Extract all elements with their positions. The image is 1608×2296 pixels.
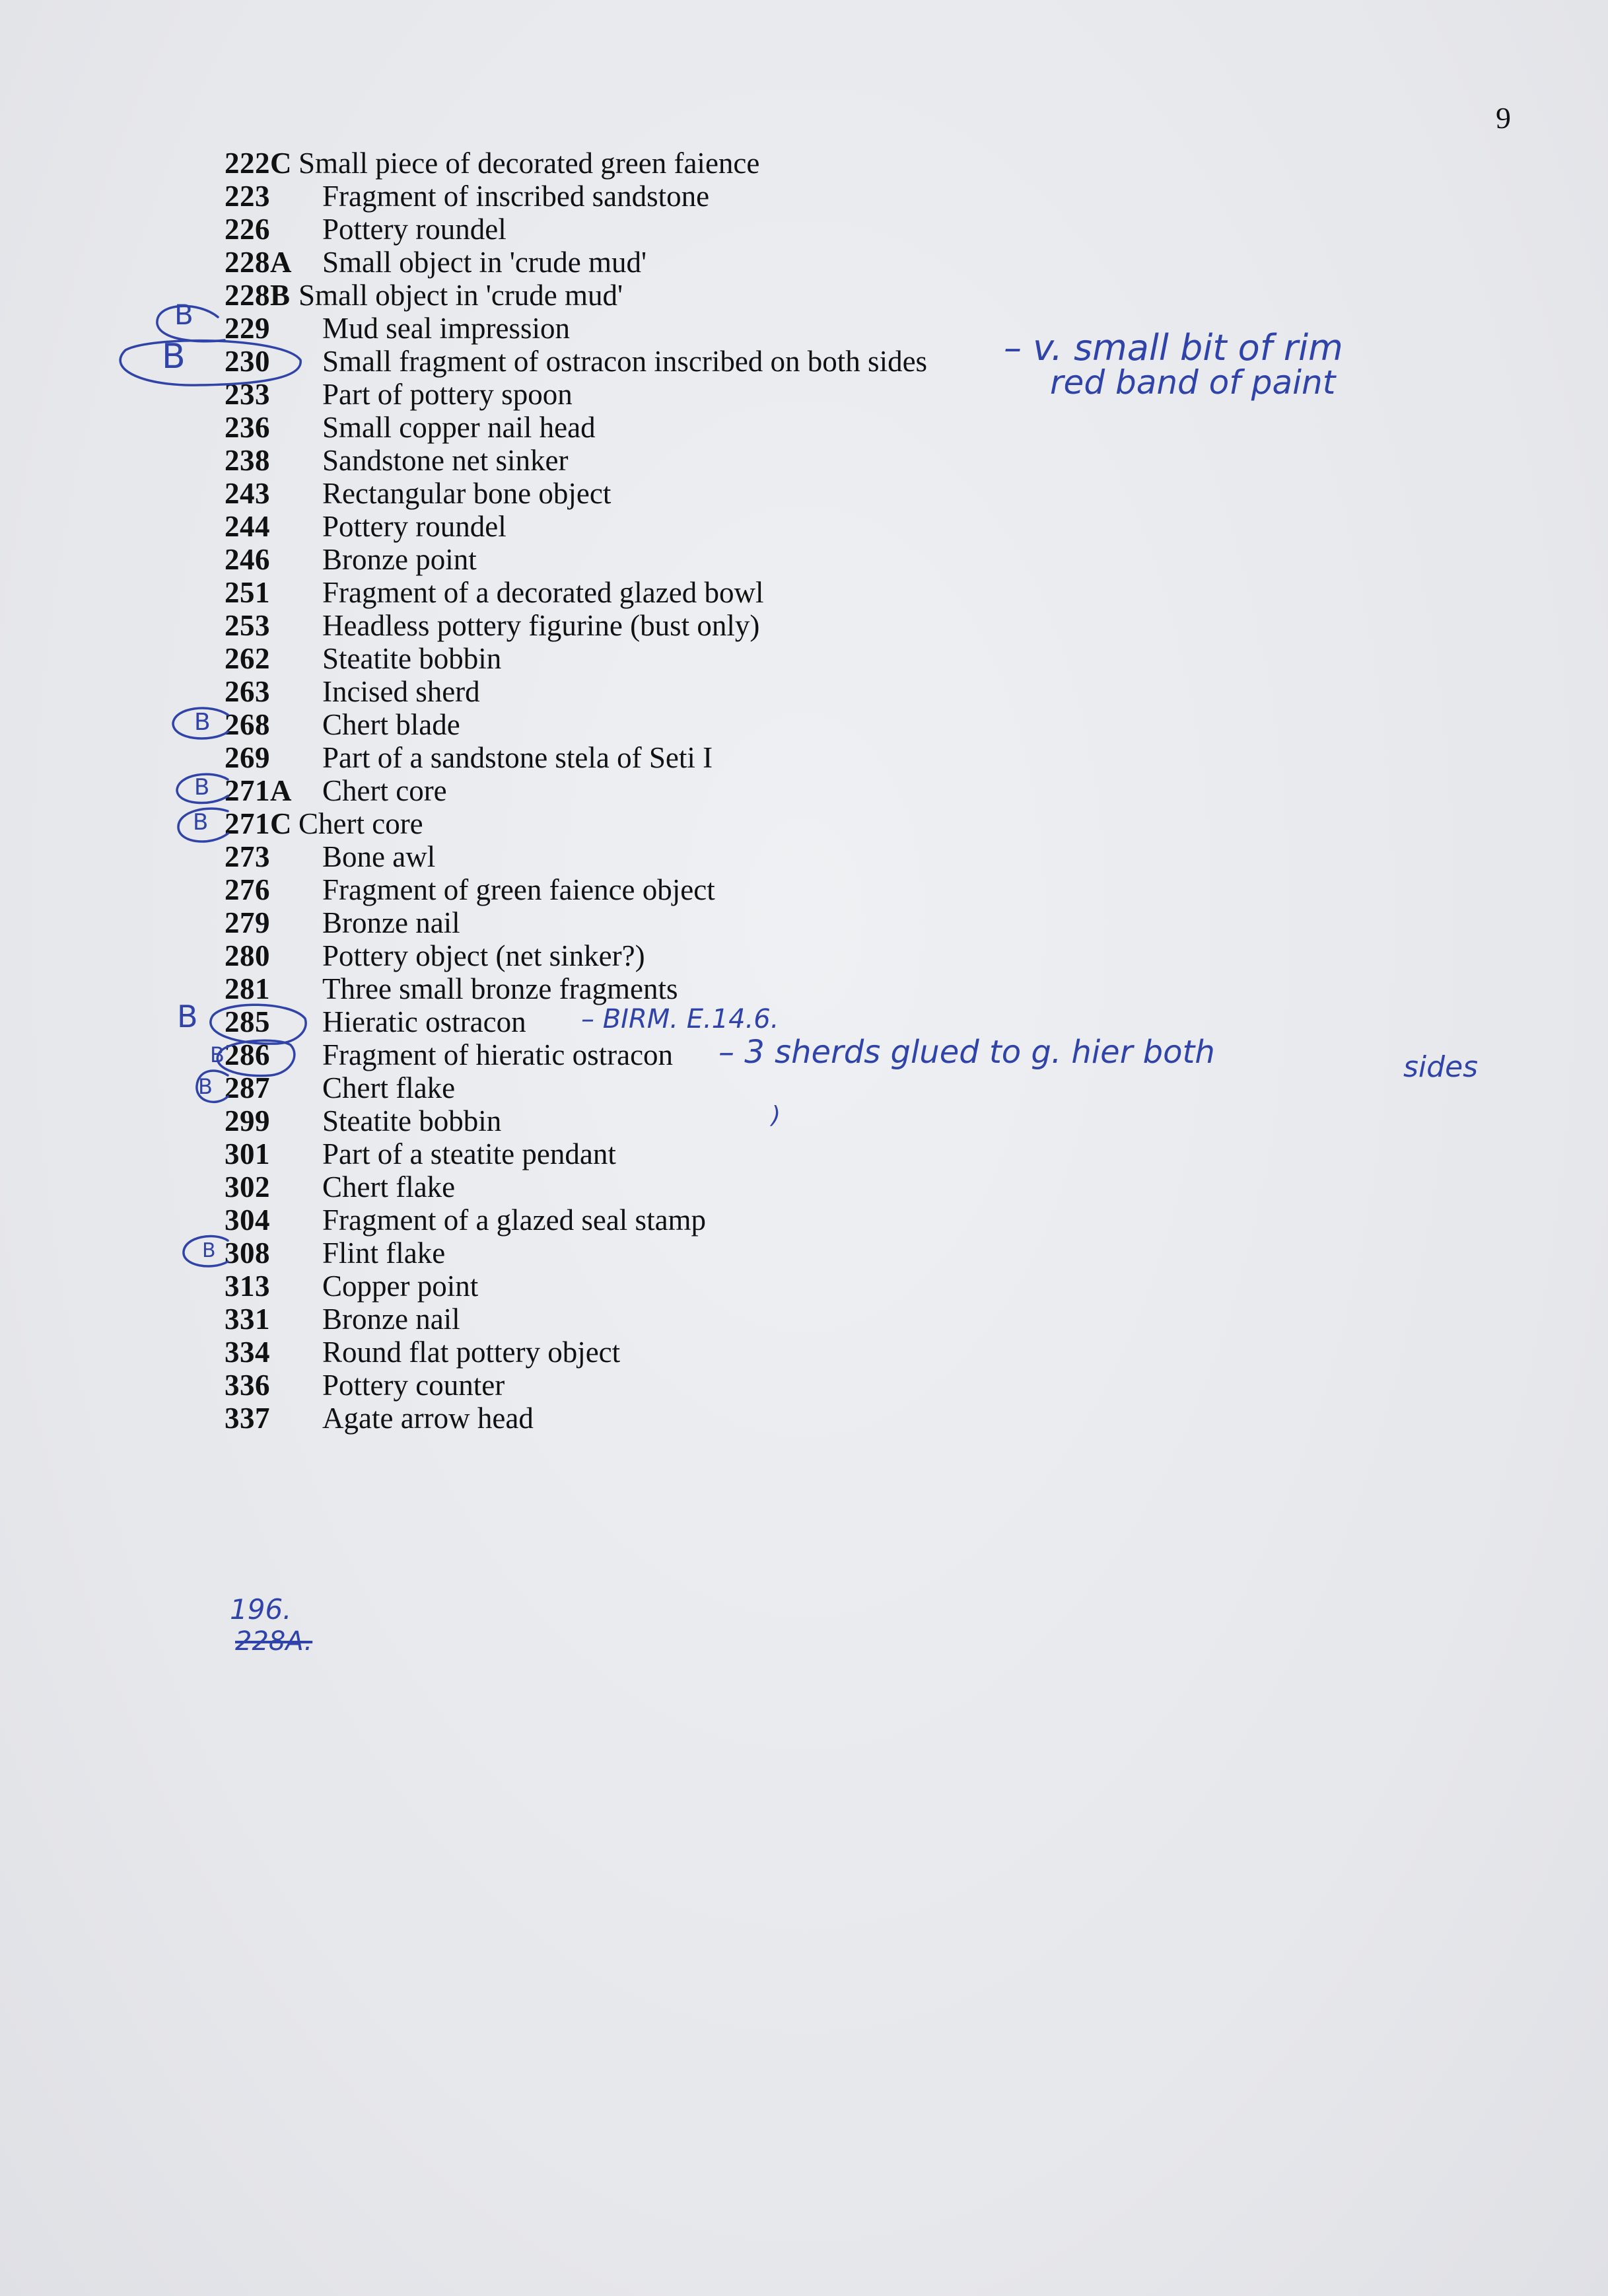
object-description: Chert core: [322, 774, 447, 807]
object-description: Small copper nail head: [322, 411, 596, 444]
object-number: 246: [225, 543, 270, 576]
object-description: Part of a steatite pendant: [322, 1137, 616, 1170]
handwritten-bottom-note-1: 196.: [230, 1593, 292, 1626]
object-description: Pottery counter: [322, 1369, 505, 1402]
object-description: Part of pottery spoon: [322, 378, 573, 411]
object-number: 268: [225, 708, 270, 741]
object-number: 251: [225, 576, 270, 609]
object-description: Small object in 'crude mud': [298, 279, 623, 312]
object-description: Steatite bobbin: [322, 1104, 502, 1137]
object-number: 302: [225, 1170, 270, 1203]
object-description: Agate arrow head: [322, 1402, 534, 1435]
object-description: Headless pottery figurine (bust only): [322, 609, 760, 642]
object-description: Bronze nail: [322, 906, 460, 939]
object-description: Hieratic ostracon: [322, 1005, 526, 1038]
handwritten-note-285: – BIRM. E.14.6.: [581, 1004, 779, 1034]
object-description: Fragment of hieratic ostracon: [322, 1038, 674, 1071]
object-number: 276: [225, 873, 270, 906]
object-number: 280: [225, 939, 270, 972]
object-description: Fragment of a decorated glazed bowl: [322, 576, 764, 609]
object-number: 233: [225, 378, 270, 411]
object-number: 244: [225, 510, 270, 543]
object-description: Pottery roundel: [322, 213, 507, 246]
object-number: 281: [225, 972, 270, 1005]
circle-mark-230: [120, 341, 300, 385]
object-number: 236: [225, 411, 270, 444]
object-description: Steatite bobbin: [322, 642, 502, 675]
object-number: 299: [225, 1104, 270, 1137]
object-number: 228B: [225, 279, 291, 312]
handwritten-b-marker: B: [193, 809, 209, 836]
object-description: Fragment of inscribed sandstone: [322, 180, 710, 213]
object-number: 262: [225, 642, 270, 675]
object-number: 337: [225, 1402, 270, 1435]
object-number: 238: [225, 444, 270, 477]
object-number: 279: [225, 906, 270, 939]
handwritten-b-marker: B: [194, 709, 211, 736]
handwritten-b-marker: B: [194, 774, 210, 801]
object-description: Chert flake: [322, 1071, 456, 1104]
object-description: Fragment of green faience object: [322, 873, 715, 906]
object-number: 253: [225, 609, 270, 642]
object-description: Chert flake: [322, 1170, 456, 1203]
object-description: Small object in 'crude mud': [322, 246, 647, 279]
object-description: Mud seal impression: [322, 312, 570, 345]
object-number: 230: [225, 345, 270, 378]
object-number: 308: [225, 1237, 270, 1270]
object-number: 269: [225, 741, 270, 774]
object-number: 243: [225, 477, 270, 510]
object-number: 271C: [225, 807, 292, 840]
handwritten-note-230-line1: – v. small bit of rim: [1004, 327, 1343, 369]
object-description: Part of a sandstone stela of Seti I: [322, 741, 713, 774]
object-number: 271A: [225, 774, 292, 807]
object-description: Three small bronze fragments: [322, 972, 678, 1005]
object-description: Bronze point: [322, 543, 477, 576]
object-description: Incised sherd: [322, 675, 480, 708]
object-description: Round flat pottery object: [322, 1336, 621, 1369]
object-number: 285: [225, 1005, 270, 1038]
object-description: Bone awl: [322, 840, 436, 873]
object-number: 301: [225, 1137, 270, 1170]
object-number: 273: [225, 840, 270, 873]
object-number: 334: [225, 1336, 270, 1369]
object-number: 304: [225, 1203, 270, 1237]
object-number: 229: [225, 312, 270, 345]
object-number: 226: [225, 213, 270, 246]
object-number: 331: [225, 1303, 270, 1336]
object-description: Fragment of a glazed seal stamp: [322, 1203, 707, 1237]
handwritten-note-286: – 3 sherds glued to g. hier both: [718, 1034, 1215, 1071]
handwritten-b-marker: B: [198, 1074, 213, 1099]
handwritten-note-286-sides: sides: [1403, 1050, 1479, 1084]
object-number: 336: [225, 1369, 270, 1402]
object-number: 228A: [225, 246, 292, 279]
object-description: Rectangular bone object: [322, 477, 612, 510]
handwritten-b-marker: B: [162, 337, 186, 377]
object-number: 223: [225, 180, 270, 213]
object-number: 263: [225, 675, 270, 708]
handwritten-bottom-note-2: 228A.: [235, 1626, 313, 1657]
object-description: Bronze nail: [322, 1303, 460, 1336]
object-description: Flint flake: [322, 1237, 446, 1270]
object-description: Small fragment of ostracon inscribed on both sides: [322, 345, 928, 378]
object-number: 222C: [225, 147, 292, 180]
object-number: 313: [225, 1270, 270, 1303]
handwritten-note-230-line2: red band of paint: [1050, 363, 1336, 402]
handwritten-b-marker: B: [174, 299, 193, 331]
object-description: Sandstone net sinker: [322, 444, 569, 477]
object-description: Pottery roundel: [322, 510, 507, 543]
object-description: Chert core: [298, 807, 423, 840]
page-number: 9: [1496, 101, 1511, 135]
handwritten-stray-mark: ): [771, 1102, 781, 1129]
object-description: Copper point: [322, 1270, 479, 1303]
object-description: Small piece of decorated green faience: [298, 147, 760, 180]
handwritten-b-marker: B: [202, 1239, 216, 1262]
object-description: Chert blade: [322, 708, 460, 741]
object-description: Pottery object (net sinker?): [322, 939, 645, 972]
object-number: 287: [225, 1071, 270, 1104]
handwritten-b-marker: B: [177, 999, 198, 1034]
handwritten-b-marker: B: [210, 1042, 225, 1067]
object-number: 286: [225, 1038, 270, 1071]
